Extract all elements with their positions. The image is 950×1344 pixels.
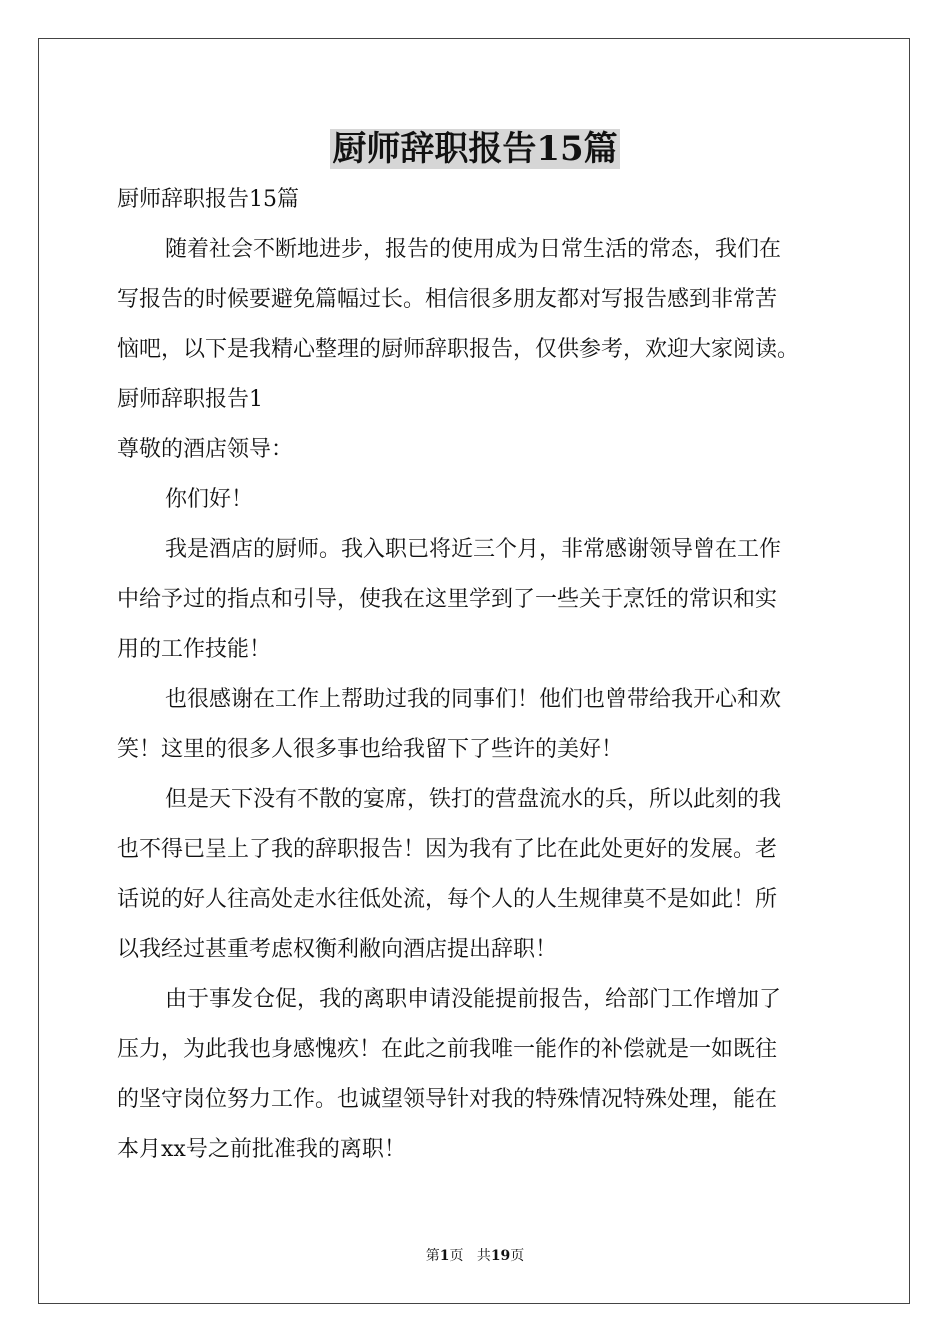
text-line: 恼吧，以下是我精心整理的厨师辞职报告，仅供参考，欢迎大家阅读。 bbox=[117, 337, 800, 362]
text-line: 我是酒店的厨师。我入职已将近三个月，非常感谢领导曾在工作 bbox=[165, 537, 782, 562]
text-line: 笑！这里的很多人很多事也给我留下了些许的美好！ bbox=[117, 737, 624, 762]
text-line: 压力，为此我也身感愧疚！在此之前我唯一能作的补偿就是一如既往 bbox=[117, 1037, 778, 1062]
footer-page-suffix: 页 bbox=[449, 1248, 464, 1264]
text-line: 的坚守岗位努力工作。也诚望领导针对我的特殊情况特殊处理，能在 bbox=[117, 1087, 778, 1112]
text-line: 你们好！ bbox=[165, 487, 254, 512]
document-body bbox=[117, 175, 837, 1175]
footer-prefix: 第 bbox=[425, 1248, 440, 1264]
footer-page-number: 1 bbox=[439, 1248, 450, 1264]
footer-total-suffix: 页 bbox=[510, 1248, 525, 1264]
text-line: 但是天下没有不散的宴席，铁打的营盘流水的兵，所以此刻的我 bbox=[165, 787, 782, 812]
text-line: 写报告的时候要避免篇幅过长。相信很多朋友都对写报告感到非常苦 bbox=[117, 287, 778, 312]
text-line: 由于事发仓促，我的离职申请没能提前报告，给部门工作增加了 bbox=[165, 987, 782, 1012]
text-line: 本月xx号之前批准我的离职！ bbox=[117, 1137, 406, 1162]
document-title bbox=[0, 124, 950, 174]
text-line: 用的工作技能！ bbox=[117, 637, 272, 662]
text-line: 以我经过甚重考虑权衡利敝向酒店提出辞职！ bbox=[117, 937, 558, 962]
footer-total-prefix: 共 bbox=[476, 1248, 491, 1264]
text-line: 中给予过的指点和引导，使我在这里学到了一些关于烹饪的常识和实 bbox=[117, 587, 778, 612]
text-line: 随着社会不断地进步，报告的使用成为日常生活的常态，我们在 bbox=[165, 237, 782, 262]
text-line: 尊敬的酒店领导： bbox=[117, 437, 294, 462]
text-line: 厨师辞职报告1 bbox=[117, 387, 263, 412]
text-line: 话说的好人往高处走水往低处流，每个人的人生规律莫不是如此！所 bbox=[117, 887, 778, 912]
text-line: 也不得已呈上了我的辞职报告！因为我有了比在此处更好的发展。老 bbox=[117, 837, 778, 862]
text-line: 厨师辞职报告15篇 bbox=[117, 187, 299, 212]
page-footer bbox=[0, 1246, 950, 1266]
text-line: 也很感谢在工作上帮助过我的同事们！他们也曾带给我开心和欢 bbox=[165, 687, 782, 712]
footer-total-pages: 19 bbox=[490, 1248, 511, 1264]
document-title-text: 厨师辞职报告15篇 bbox=[332, 129, 618, 169]
